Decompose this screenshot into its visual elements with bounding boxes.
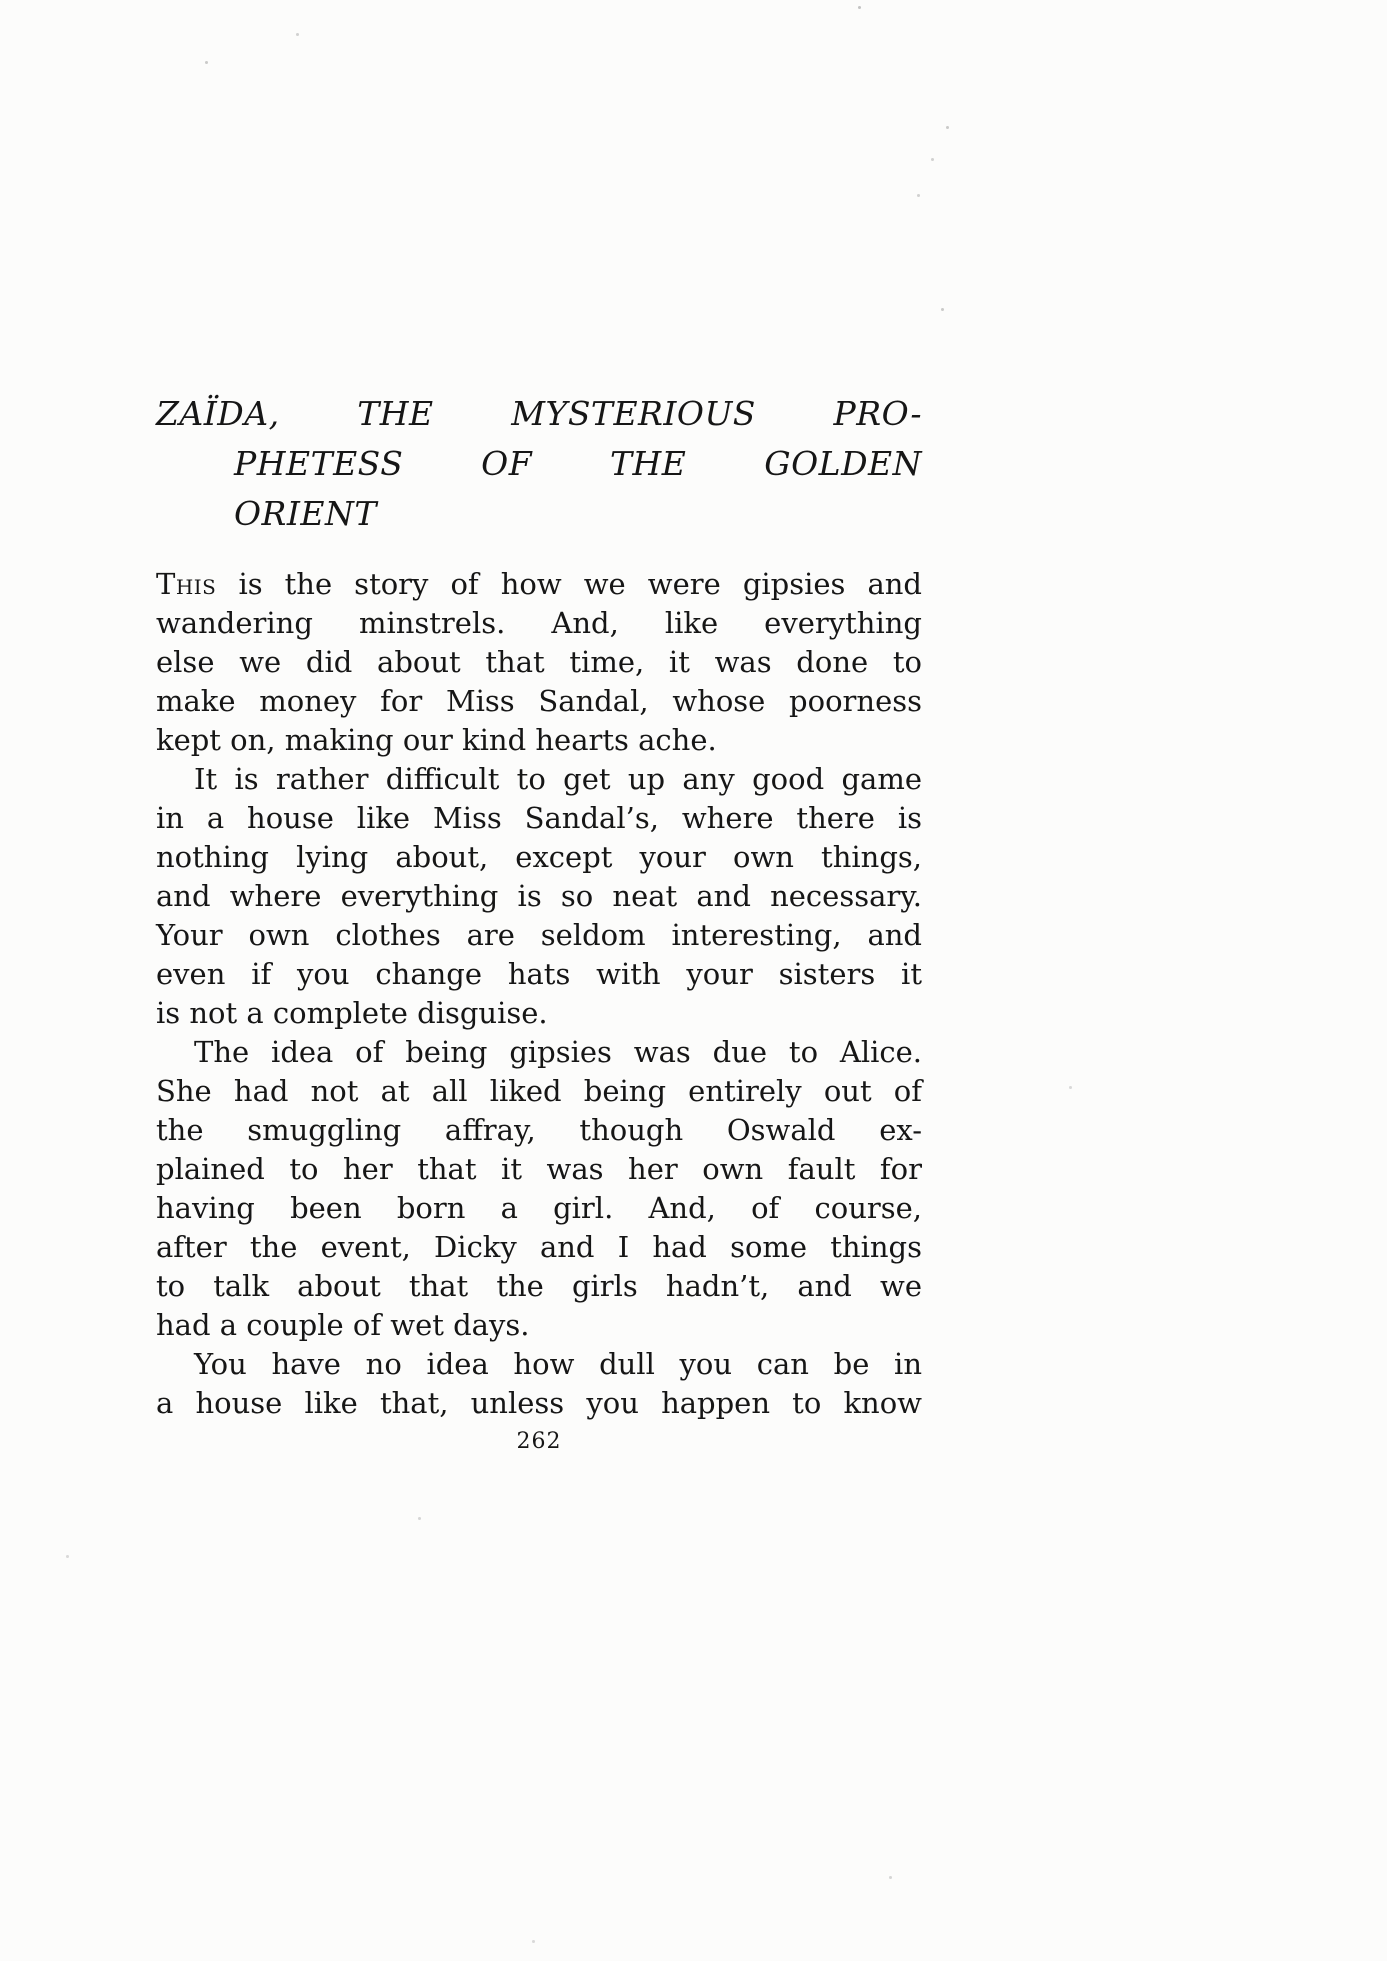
chapter-title (156, 389, 922, 539)
text-line: even if you change hats with your sisters it (156, 957, 922, 991)
text-line: kept on, making our kind hearts ache. (156, 723, 717, 757)
text-line: make money for Miss Sandal, whose poorness (156, 684, 922, 718)
text-line: to talk about that the girls hadn’t, and we (156, 1269, 922, 1303)
text-line: is not a complete disguise. (156, 996, 548, 1030)
chapter-title-line: PHETESS OF THE GOLDEN (234, 444, 922, 483)
text-line: This is the story of how we were gipsies and (156, 567, 922, 601)
text-line: She had not at all liked being entirely out of (156, 1074, 922, 1108)
text-line: having been born a girl. And, of course, (156, 1191, 922, 1225)
text-line: the smuggling affray, though Oswald ex- (156, 1113, 922, 1147)
text-line: The idea of being gipsies was due to Alice. (194, 1035, 922, 1069)
body-text (156, 565, 922, 1423)
chapter-title-line: ZAÏDA, THE MYSTERIOUS PRO- (156, 394, 922, 433)
paragraph (156, 1345, 922, 1423)
text-line: Your own clothes are seldom interesting, and (156, 918, 922, 952)
text-line: plained to her that it was her own fault for (156, 1152, 922, 1186)
text-line: You have no idea how dull you can be in (194, 1347, 922, 1381)
text-line: else we did about that time, it was done to (156, 645, 922, 679)
scan-speck (858, 6, 861, 9)
smallcaps-lead: This (156, 567, 217, 601)
paragraph (156, 565, 922, 760)
page-number: 262 (516, 1429, 562, 1454)
text-line: wandering minstrels. And, like everything (156, 606, 922, 640)
text-line: It is rather difficult to get up any good game (194, 762, 922, 796)
text-line: a house like that, unless you happen to know (156, 1386, 922, 1420)
text-line: nothing lying about, except your own things, (156, 840, 922, 874)
paragraph (156, 1033, 922, 1345)
text-line: had a couple of wet days. (156, 1308, 530, 1342)
text-block (156, 389, 922, 1454)
text-line: and where everything is so neat and necessary. (156, 879, 922, 913)
text-line: after the event, Dicky and I had some things (156, 1230, 922, 1264)
chapter-title-line: ORIENT (234, 494, 377, 533)
text-line: in a house like Miss Sandal’s, where there is (156, 801, 922, 835)
paragraph (156, 760, 922, 1033)
